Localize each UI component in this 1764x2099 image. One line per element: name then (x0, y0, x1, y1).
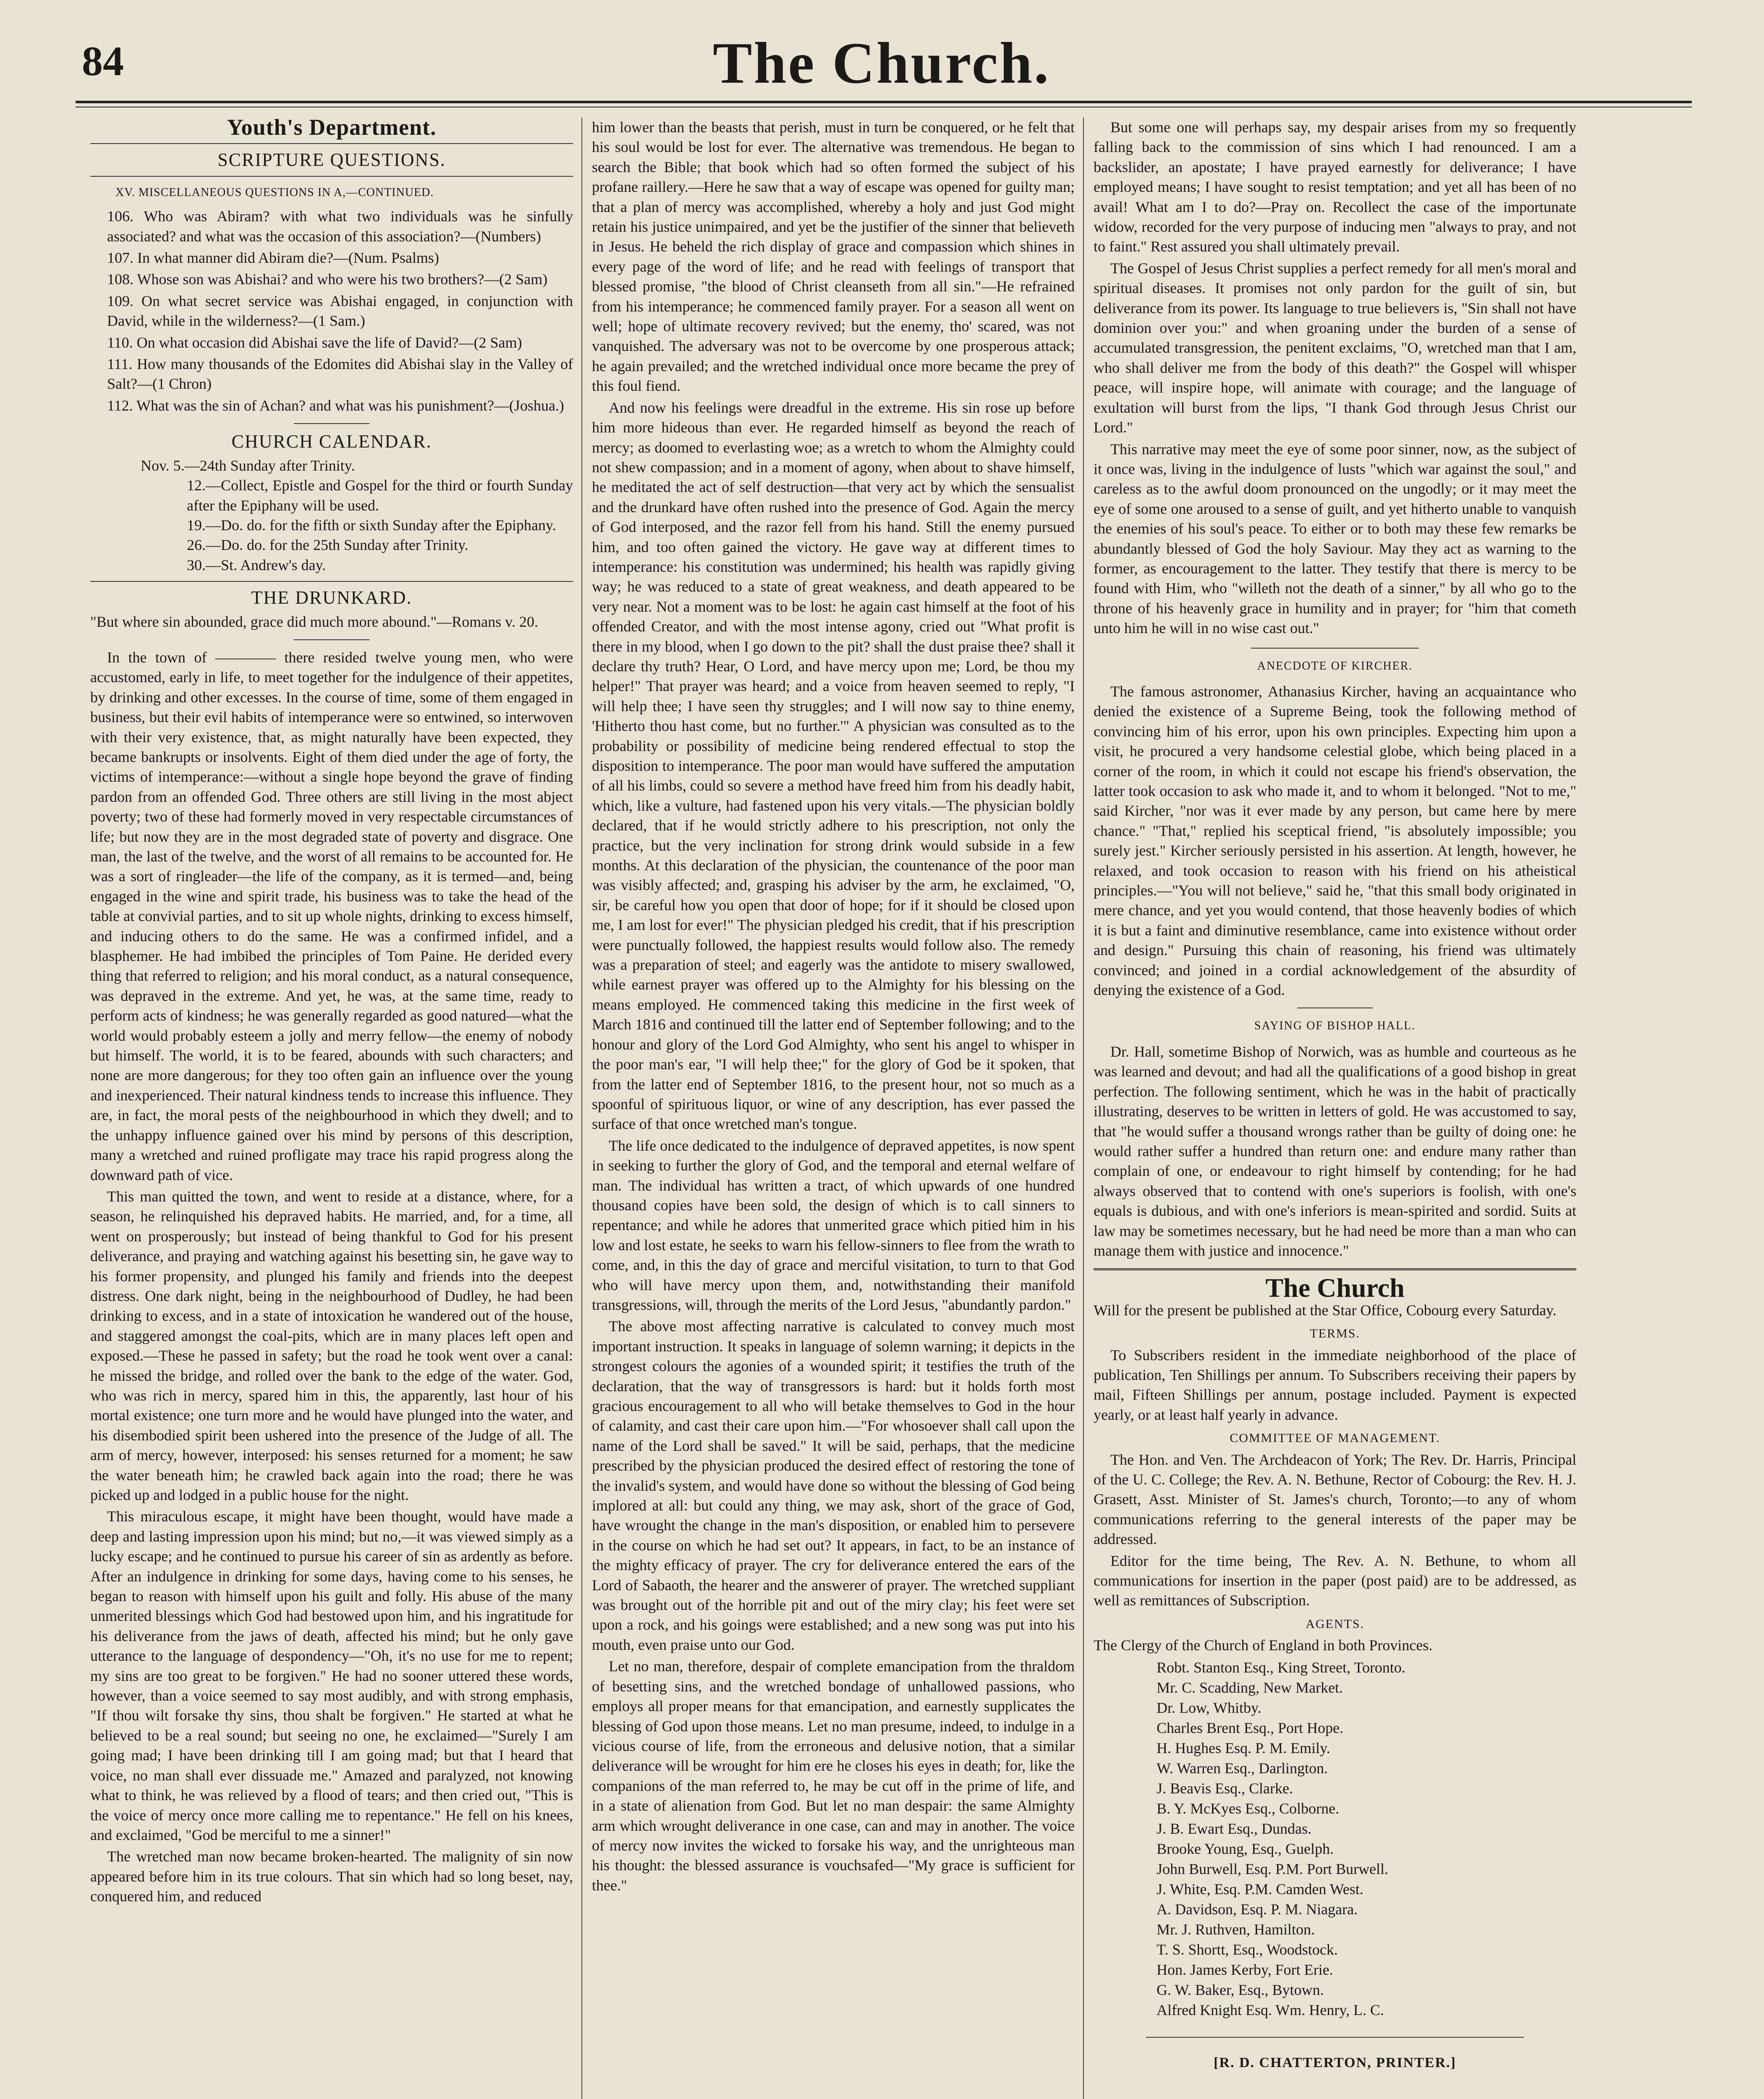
committee-text: The Hon. and Ven. The Archdeacon of York; The Rev. Dr. Harris, Principal of the U. C. College; the Rev. A. N. Bethune, Rector of Cobourg: the Rev. H. J. Grasett, Asst. Minister of St. James's church, Toronto;—to any of whom communications referring to the general interests of the paper may be addressed. (1094, 1451, 1576, 1548)
question-item: 111. How many thousands of the Edomites did Abishai slay in the Valley of Salt?—(1 Chron) (107, 356, 573, 393)
editor-text: Editor for the time being, The Rev. A. N. Bethune, to whom all communications for insertion in the paper (post paid) are to be addressed, as well as remittances of Subscription. (1094, 1552, 1576, 1609)
agents-intro: The Clergy of the Church of England in both Provinces. (1094, 1637, 1433, 1654)
article-paragraph: Let no man, therefore, despair of complete emancipation from the thraldom of besetting sins, and the wretched bondage of unhallowed passions, who employs all proper means for that emancipation, and earnestly supplicates the blessing of God upon those means. Let no man presume, indeed, to indulge in a vicious course of life, from the erroneous and delusive notion, that a similar deliverance will be wrought for him ere he closes his eyes in death; for, like the companions of the man referred to, he may be cut off in the prime of life, and in a state of alienation from God. But let no man despair: the same Almighty arm which wrought deliverance in one case, can and may in another. The voice of mercy now invites the wicked to forsake his way, and the unrighteous man his thought: the blessed assurance is vouchsafed—"My grace is sufficient for thee." (592, 1658, 1075, 1894)
agent-entry: J. B. Ewart Esq., Dundas. (1157, 1820, 1311, 1837)
agent-entry: G. W. Baker, Esq., Bytown. (1157, 1981, 1324, 1998)
section-rule (294, 639, 369, 640)
drunkard-heading: THE DRUNKARD. (251, 587, 412, 608)
calendar-entry: 30.—St. Andrew's day. (187, 556, 326, 573)
column-divider (1083, 118, 1084, 2099)
calendar-entry: 19.—Do. do. for the fifth or sixth Sunday after the Epiphany. (187, 516, 556, 534)
kircher-paragraph: The famous astronomer, Athanasius Kircher, having an acquaintance who denied the existence of a Supreme Being, took the following method of convincing him of his error, upon his own principles. Expecting him upon a visit, he procured a very handsome celestial globe, which being placed in a corner of the room, in which it could not escape his friend's observation, the latter took occasion to ask who made it, and to whom it belonged. "Not to me," said Kircher, "nor was it ever made by any person, but came here by mere chance." "That," replied his sceptical friend, "is absolutely impossible; you surely jest." Kircher seriously persisted in his assertion. At length, however, he relaxed, and took occasion to reason with his friend on his atheistical principles.—"You will not believe," said he, "that this small body originated in mere chance, and yet you would contend, that those heavenly bodies of which it is but a faint and diminutive resemblance, came into existence without order and design." Pursuing this chain of reasoning, his friend was ultimately convinced; and joined in a cordial acknowledgement of the absurdity of denying the existence of a God. (1094, 683, 1576, 999)
section-rule (294, 423, 369, 424)
question-item: 112. What was the sin of Achan? and what was his punishment?—(Joshua.) (107, 397, 564, 414)
committee-heading: COMMITTEE OF MANAGEMENT. (1230, 1431, 1440, 1445)
scripture-questions-heading: SCRIPTURE QUESTIONS. (217, 149, 446, 170)
agents-heading: AGENTS. (1306, 1617, 1364, 1631)
youths-department-title: Youth's Department. (227, 115, 437, 140)
section-rule (1251, 648, 1419, 649)
question-item: 110. On what occasion did Abishai save the life of David?—(2 Sam) (107, 334, 522, 351)
article-paragraph: him lower than the beasts that perish, must in turn be conquered, or he felt that his soul would be lost for ever. The alternative was tremendous. He began to search the Bible; that book which had so often formed the subject of his profane raillery.—Here he saw that a way of escape was opened for guilty man; that a plan of mercy was accomplished, whereby a holy and just God might retain his justice unimpaired, and yet be the justifier of the sinner that believeth in Jesus. He beheld the rich display of grace and compassion which shines in every page of the word of life; and he read with feelings of transport that blessed promise, "the blood of Christ cleanseth from all sin."—He refrained from his intemperance; he commenced family prayer. For a season all went on well; hope of ultimate recovery revived; but the enemy, tho' scared, was not vanquished. The adversary was not to be overcome by one prosperous attack; he again prevailed; and the wretched individual once more became the prey of this foul fiend. (592, 119, 1075, 395)
agent-entry: Alfred Knight Esq. Wm. Henry, L. C. (1157, 2001, 1384, 2018)
article-paragraph: The above most affecting narrative is calculated to convey much most important instruction. It speaks in language of solemn warning; it depicts in the strongest colours the agonies of a wounded spirit; it testifies the truth of the declaration, that the way of transgressors is hard: but it holds forth most gracious encouragement to all who will betake themselves to God in the hour of calamity, and cast their care upon him.—"For whosoever shall call upon the name of the Lord shall be saved." It will be said, perhaps, that the medicine prescribed by the physician produced the desired effect of restoring the tone of the invalid's system, and would have done so without the blessing of God being implored at all: but could any thing, we may ask, short of the grace of God, have wrought the change in the man's disposition, or enabled him to persevere in the course on which he had set out? It appears, in fact, to be an instance of the mighty efficacy of prayer. The cry for deliverance entered the ears of the Lord of Sabaoth, the hearer and the answerer of prayer. The wretched suppliant was brought out of the horrible pit and out of the miry clay; his feet were set upon a rock, and his goings were established; and a new song was put into his mouth, even praise unto our God. (592, 1318, 1075, 1653)
section-rule (90, 143, 573, 144)
masthead-rule (76, 101, 1692, 103)
section-rule (90, 176, 573, 177)
agent-entry: H. Hughes Esq. P. M. Emily. (1157, 1739, 1330, 1756)
scripture-questions-subheading: XV. MISCELLANEOUS QUESTIONS IN A,—CONTINUED. (115, 186, 434, 199)
bishop-hall-heading: SAYING OF BISHOP HALL. (1254, 1019, 1416, 1033)
calendar-entry: 26.—Do. do. for the 25th Sunday after Trinity. (187, 537, 468, 554)
page-number: 84 (82, 38, 124, 84)
article-paragraph: This narrative may meet the eye of some poor sinner, now, as the subject of it once was, living in the indulgence of lusts "which war against the soul," and careless as to the awful doom pronounced on the ungodly; or it may meet the eye of some one aroused to a sense of guilt, and yet hitherto unable to vanquish the enemies of his soul's peace. To either or to both may these few remarks be abundantly blessed of God the holy Saviour. May they act as warning to the former, as encouragement to the latter. They testify that there is mercy to be found with Him, who "willeth not the death of a sinner," by all who go to the throne of his heavenly grace in humility and in prayer; for "him that cometh unto him he will in no wise cast out." (1094, 440, 1576, 637)
column-3 (1094, 118, 1576, 2073)
article-paragraph: But some one will perhaps say, my despair arises from my so frequently falling back to the commission of sins which I had renounced. I am a backslider, an apostate; I have prayed earnestly for deliverance; I have employed means; I have sought to resist temptation; and yet all has been of no avail! What am I to do?—Pray on. Recollect the case of the importunate widow, recorded for the very purpose of inducing men "always to pray, and not to faint." Rest assured you shall ultimately prevail. (1094, 119, 1576, 255)
question-list (90, 207, 573, 416)
agent-entry: Brooke Young, Esq., Guelph. (1157, 1840, 1334, 1857)
agent-entry: T. S. Shortt, Esq., Woodstock. (1157, 1941, 1338, 1958)
kircher-heading: ANECDOTE OF KIRCHER. (1257, 659, 1413, 673)
column-divider (581, 118, 582, 2099)
calendar-entry: 12.—Collect, Epistle and Gospel for the third or fourth Sunday after the Epiphany will be used. (187, 477, 573, 514)
article-paragraph: In the town of ———— there resided twelve young men, who were accustomed, early in life, to meet together for the indulgence of their appetites, by drinking and other excesses. In the course of time, some of them engaged in business, but their evil habits of intemperance were so entwined, so interwoven with their very existence, that, as might naturally have been expected, they became bankrupts or insolvents. Eight of them died under the age of forty, the victims of intemperance:—without a single hope beyond the grave of finding pardon from an offended God. Three others are still living in the most abject poverty; two of these had formerly moved in very respectable circumstances of life; but now they are in the most degraded state of poverty and disgrace. One man, the last of the twelve, and the worst of all remains to be accounted for. He was a sort of ringleader—the life of the company, as it is termed—and, being engaged in the wine and spirit trade, his business was to take the head of the table at convivial parties, and to sit up whole nights, drinking to excess himself, and inducing others to do the same. He was a confirmed infidel, and a blasphemer. He had imbibed the principles of Tom Paine. He derided every thing that referred to religion; and his moral conduct, as a natural consequence, was depraved in the extreme. And yet, he was, at the same time, ready to perform acts of kindness; he was generally regarded as good natured—what the world would probably esteem a jolly and merry fellow—the enemy of nobody but himself. The world, it is to be feared, abounds with such characters; and none are more dangerous; for they too often gain an influence over the young and inexperienced. Their natural kindness tends to increase this influence. They are, in fact, the moral pests of the neighbourhood in which they dwell; and to the unhappy influence gained over his mind by persons of this description, many a wretched and ruined profligate may trace his rapid progress along the downward path of vice. (90, 649, 573, 1183)
epigraph: "But where sin abounded, grace did much more abound."—Romans v. 20. (90, 613, 538, 630)
masthead-title: The Church. (713, 31, 1050, 96)
church-notice-title: The Church (1265, 1273, 1405, 1303)
agents-list (1094, 1657, 1576, 2020)
agent-entry: Mr. C. Scadding, New Market. (1157, 1679, 1343, 1696)
agent-entry: A. Davidson, Esq. P. M. Niagara. (1157, 1900, 1358, 1918)
church-notice-intro: Will for the present be published at the Star Office, Cobourg every Saturday. (1094, 1301, 1557, 1319)
agent-entry: W. Warren Esq., Darlington. (1157, 1759, 1328, 1777)
printer-rule (1146, 2037, 1524, 2038)
question-item: 109. On what secret service was Abishai engaged, in conjunction with David, while in the wilderness?—(1 Sam.) (107, 292, 573, 330)
article-paragraph: The wretched man now became broken-hearted. The malignity of sin now appeared before him in its true colours. That sin which had so long beset, nay, conquered him, and reduced (90, 1848, 573, 1905)
agent-entry: Dr. Low, Whitby. (1157, 1699, 1261, 1716)
question-item: 107. In what manner did Abiram die?—(Num. Psalms) (107, 249, 439, 267)
article-paragraph: And now his feelings were dreadful in the extreme. His sin rose up before him more hideous than ever. He regarded himself as beyond the reach of mercy; as doomed to everlasting woe; as a wretch to whom the Almighty could not shew compassion; and in a moment of agony, when about to shave himself, he meditated the act of self destruction—that very act by which the sensualist and the drunkard have often rushed into the presence of God. Again the mercy of God interposed, and the razor fell from his hand. Still the enemy pursued him, and too often gained the victory. He gave way at different times to intemperance: his constitution was undermined; his health was rapidly giving way; he was reduced to a state of great weakness, and death appeared to be very near. Not a moment was to be lost: he again cast himself at the foot of his offended Creator, and with the most intense agony, cried out "What profit is there in my blood, when I go down to the pit? shall the dust praise thee? shall it declare thy truth? Hear, O Lord, and have mercy upon me; Lord, be thou my helper!" That prayer was heard; and a voice from heaven seemed to reply, "I will help thee; I have seen thy struggles; and I will now say to thine enemy, 'Hitherto thou hast come, but no further.'" A physician was consulted as to the probability or possibility of medicine being rendered effectual to stop the disposition to intemperance. The poor man would have suffered the amputation of all his limbs, could so severe a method have freed him from his deadly habit, which, like a vulture, had fastened upon his very vitals.—The physician boldly declared, that if he would strictly adhere to his prescription, not only the practice, but the very inclination for strong drink would subside in a few months. At this declaration of the physician, the countenance of the poor man was visibly affected; and, grasping his adviser by the arm, he exclaimed, "O, sir, be careful how you open that door of hope; for if it should be closed upon me, I am lost for ever!" The physician pledged his credit, that if his prescription were punctually followed, the happiest results would follow also. The remedy was a preparation of steel; and eagerly was the antidote to misery swallowed, while earnest prayer was offered up to the Almighty for his blessing on the means employed. He commenced taking this medicine in the first week of March 1816 and continued till the latter end of September following; and to the honour and glory of the Lord God Almighty, who sent his angel to whisper in the poor man's ear, "I will help thee;" for the glory of God be it spoken, that from the latter end of September 1816, to the present hour, not so much as a spoonful of spirituous liquor, or wine of any description, has ever passed the surface of that once wretched man's tongue. (592, 399, 1075, 1133)
column-2 (592, 118, 1075, 1897)
agent-entry: Mr. J. Ruthven, Hamilton. (1157, 1921, 1315, 1938)
agent-entry: Robt. Stanton Esq., King Street, Toronto. (1157, 1659, 1405, 1676)
article-paragraph: This man quitted the town, and went to reside at a distance, where, for a season, he relinquished his depraved habits. He married, and, for a time, all went on prosperously; but instead of being thankful to God for his present deliverance, and praying and watching against his besetting sin, he gave way to his former propensity, and plunged his family and friends into the deepest distress. One dark night, being in the neighbourhood of Dudley, he had been drinking to excess, and in a state of intoxication he wandered out of the house, and staggered amongst the coal-pits, which are in many places left open and exposed.—These he passed in safety; but the road he took went over a canal: he missed the bridge, and rolled over the bank to the edge of the water. God, who was rich in mercy, spared him in this, the apparently, last hour of his mortal existence; one turn more and he would have plunged into the water, and his disembodied spirit been ushered into the presence of the Judge of all. The arm of mercy, however, interposed: his senses returned for a moment; he saw the water beneath him; he crawled back again into the road; there he was picked up and lodged in a public house for the night. (90, 1188, 573, 1503)
terms-text: To Subscribers resident in the immediate neighborhood of the place of publication, Ten Shillings per annum. To Subscribers receiving their papers by mail, Fifteen Shillings per annum, postage included. Payment is expected yearly, or at least half yearly in advance. (1094, 1346, 1576, 1423)
church-calendar-heading: CHURCH CALENDAR. (231, 431, 432, 452)
question-item: 108. Whose son was Abishai? and who were his two brothers?—(2 Sam) (107, 271, 548, 288)
article-paragraph: The life once dedicated to the indulgence of depraved appetites, is now spent in seeking to further the glory of God, and the temporal and eternal welfare of man. The individual has written a tract, of which upwards of one hundred thousand copies have been sold, the design of which is to call sinners to repentance; and while he adores that unmerited grace which pitied him in his low and lost estate, he seeks to warn his fellow-sinners to flee from the wrath to come, and, in this the day of grace and merciful visitation, to turn to that God who will have mercy upon them, and, notwithstanding their manifold transgressions, will, through the merits of the Lord Jesus, "abundantly pardon." (592, 1137, 1075, 1313)
church-calendar (90, 456, 573, 575)
bishop-hall-paragraph: Dr. Hall, sometime Bishop of Norwich, was as humble and courteous as he was learned and devout; and had all the qualifications of a good bishop in great perfection. The following sentiment, which he was in the habit of practically illustrating, deserves to be written in letters of gold. He was accustomed to say, that "he would suffer a thousand wrongs rather than be guilty of doing one: he would rather suffer a hundred than return one: and endure many rather than complain of one, or endeavour to right himself by contending; for he had always observed that to contend with one's superiors is foolish, with one's equals is dubious, and with one's inferiors is mean-spirited and sordid. Suits at law may be sometimes necessary, but he had need be more than a man who can manage them with justice and innocence." (1094, 1043, 1576, 1259)
agent-entry: John Burwell, Esq. P.M. Port Burwell. (1157, 1860, 1389, 1877)
terms-heading: TERMS. (1310, 1327, 1360, 1341)
section-rule-double (1094, 1268, 1576, 1270)
calendar-entry: Nov. 5.—24th Sunday after Trinity. (141, 457, 355, 474)
article-paragraph: This miraculous escape, it might have been thought, would have made a deep and lasting impression upon his mind; but no,—it was viewed simply as a lucky escape; and he continued to pursue his career of sin as ardently as before. After an indulgence in drinking for some days, having come to his senses, he began to reason with himself upon his guilt and folly. His abuse of the many unmerited blessings which God had bestowed upon him, and his ingratitude for his deliverance from the jaws of death, affected his mind; but he only gave utterance to the language of despondency—"Oh, it's no use for me to repent; my sins are too great to be forgiven." He had no sooner uttered these words, however, than a voice seemed to say most audibly, and with strong emphasis, "If thou wilt forsake thy sins, thou shalt be forgiven." He started at what he believed to be a real sound; but seeing no one, he exclaimed—"Surely I am going mad; I have been drinking till I am going mad; but that I heard that voice, no man shall ever dissuade me." Amazed and paralyzed, not knowing what to think, he was relieved by a flood of tears; and then cried out, "This is the voice of mercy once more calling me to repentance." He fell on his knees, and exclaimed, "God be merciful to me a sinner!" (90, 1508, 573, 1843)
agent-entry: J. Beavis Esq., Clarke. (1157, 1780, 1293, 1797)
printer-credit: [R. D. CHATTERTON, PRINTER.] (1214, 2055, 1456, 2070)
question-item: 106. Who was Abiram? with what two individuals was he sinfully associated? and what was the occasion of this association?—(Numbers) (107, 208, 573, 245)
article-paragraph: The Gospel of Jesus Christ supplies a perfect remedy for all men's moral and spiritual diseases. It promises not only pardon for the guilt of sin, but deliverance from its power. Its language to true believers is, "Sin shall not have dominion over you:" and when groaning under the burden of a sense of accumulated transgression, the penitent exclaims, "O, wretched man that I am, who shall deliver me from the body of this death?" the Gospel will whisper peace, will inspire hope, will animate with courage; and the language of exultation will burst from the lips, "I thank God through Jesus Christ our Lord." (1094, 259, 1576, 436)
agent-entry: Hon. James Kerby, Fort Erie. (1157, 1961, 1333, 1978)
agent-entry: J. White, Esq. P.M. Camden West. (1157, 1880, 1364, 1897)
agent-entry: Charles Brent Esq., Port Hope. (1157, 1719, 1343, 1736)
column-1 (90, 115, 573, 1908)
section-rule (90, 581, 573, 582)
agent-entry: B. Y. McKyes Esq., Colborne. (1157, 1800, 1339, 1817)
